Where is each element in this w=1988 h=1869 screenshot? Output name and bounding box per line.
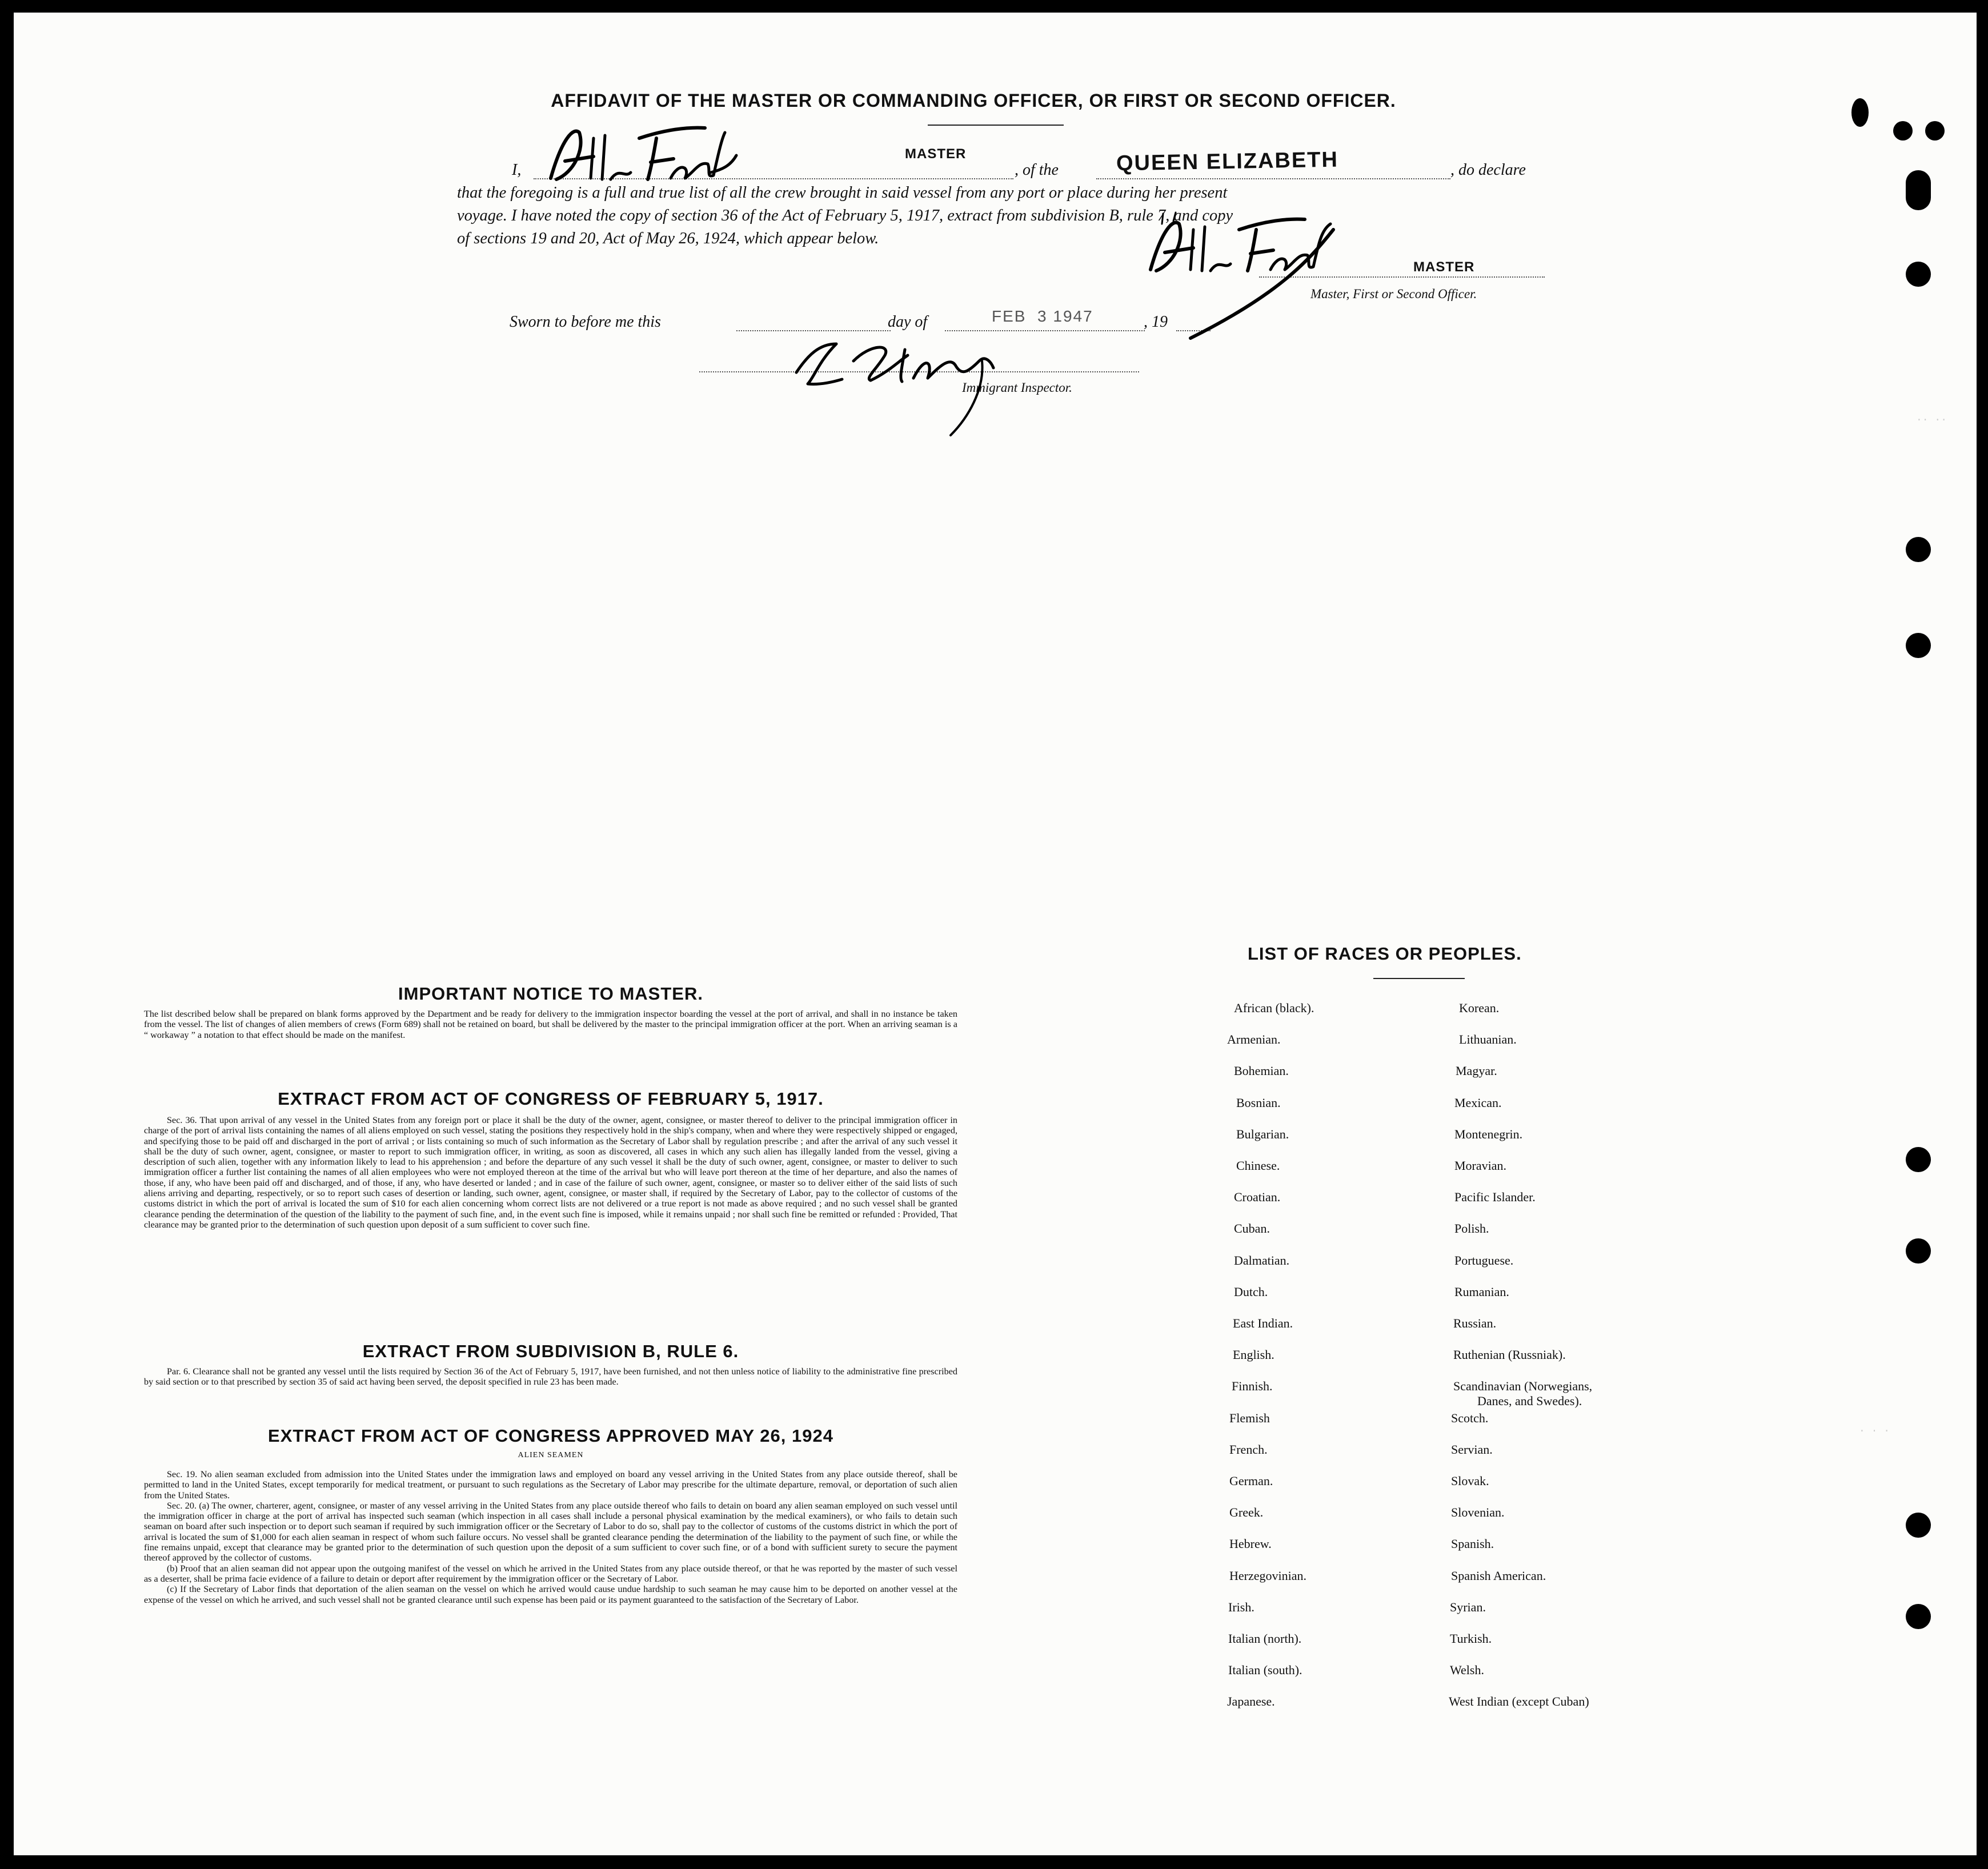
- race-item: Polish.: [1454, 1221, 1489, 1236]
- race-item: Bulgarian.: [1236, 1126, 1289, 1141]
- punch-hole: [1851, 98, 1869, 127]
- sec-20a-paragraph: Sec. 20. (a) The owner, charterer, agent, consignee, or master of any vessel arriving in the United States from any place outside thereof who fails to detain on board any alien seaman employed on such vessel until the immigration officer in charge at the port of arrival has inspected such seaman (which inspection in all cases shall include a personal physical examination by the medical examiners), or who fails to detain such seaman on board after such inspection or to deport such seaman if required by such immigration officer or the Secretary of Labor to do so, shall pay to the collector of customs of the customs district in which the port of arrival is located the sum of $1,000 for each alien seaman in respect of whom such failure occurs. No vessel shall be granted clearance pending the determination of the liability to the payment of such fine, or while the fine remains unpaid, except that clearance may be granted prior to the determination of such question upon the deposit of a sum sufficient to cover such fine, or of a bond with sufficient surety to secure the payment thereof approved by the collector of customs.: [144, 1500, 957, 1563]
- race-item: German.: [1229, 1474, 1273, 1488]
- document-page: [14, 13, 1977, 1855]
- affidavit-body-line-3: of sections 19 and 20, Act of May 26, 1924, which appear below.: [457, 230, 879, 247]
- race-item: Korean.: [1459, 1001, 1500, 1015]
- race-item: Mexican.: [1454, 1095, 1502, 1110]
- race-item: Herzegovinian.: [1229, 1568, 1306, 1583]
- punch-hole: [1906, 170, 1931, 210]
- race-item: Bohemian.: [1234, 1064, 1289, 1078]
- affidavit-title: AFFIDAVIT OF THE MASTER OR COMMANDING OFFICER, OR FIRST OR SECOND OFFICER.: [551, 90, 1396, 111]
- inspector-caption: Immigrant Inspector.: [962, 380, 1072, 395]
- race-item: Welsh.: [1450, 1663, 1484, 1678]
- affidavit-body-line-2: voyage. I have noted the copy of section 36 of the Act of February 5, 1917, extract from subdivision B, rule 7, and copy: [457, 207, 1233, 224]
- race-item: Scotch.: [1451, 1410, 1489, 1425]
- punch-hole: [1906, 1238, 1931, 1264]
- of-the-label: , of the: [1015, 161, 1059, 179]
- signer-rank-stamp: MASTER: [1413, 259, 1475, 275]
- signer-caption: Master, First or Second Officer.: [1310, 287, 1477, 301]
- race-item: Dalmatian.: [1234, 1253, 1290, 1268]
- punch-hole: [1906, 262, 1931, 287]
- race-item: Scandinavian (Norwegians,: [1453, 1379, 1593, 1394]
- race-item: Montenegrin.: [1454, 1126, 1523, 1141]
- extract-rule6-title: EXTRACT FROM SUBDIVISION B, RULE 6.: [362, 1341, 739, 1361]
- bleed-through-text: . . .: [1859, 1423, 1890, 1435]
- punch-hole: [1906, 1513, 1931, 1538]
- race-item: Rumanian.: [1454, 1284, 1509, 1299]
- race-item: Magyar.: [1456, 1064, 1497, 1078]
- race-item: Italian (north).: [1228, 1631, 1302, 1646]
- race-item: Flemish: [1229, 1410, 1270, 1425]
- race-item: Spanish American.: [1451, 1568, 1546, 1583]
- race-item: Lithuanian.: [1459, 1032, 1517, 1047]
- race-item: West Indian (except Cuban): [1449, 1694, 1589, 1709]
- race-item: Syrian.: [1450, 1599, 1486, 1614]
- race-item: Hebrew.: [1229, 1537, 1272, 1551]
- race-item: Ruthenian (Russniak).: [1453, 1347, 1566, 1362]
- race-item: Spanish.: [1451, 1537, 1494, 1551]
- punch-hole: [1906, 633, 1931, 658]
- date-stamp: FEB 3 1947: [992, 307, 1093, 325]
- race-item: English.: [1233, 1347, 1274, 1362]
- race-item: African (black).: [1234, 1001, 1314, 1015]
- notice-title: IMPORTANT NOTICE TO MASTER.: [398, 984, 703, 1004]
- race-item: Turkish.: [1450, 1631, 1492, 1646]
- race-item: Dutch.: [1234, 1284, 1268, 1299]
- race-item: Portuguese.: [1454, 1253, 1514, 1268]
- sec-20b-paragraph: (b) Proof that an alien seaman did not appear upon the outgoing manifest of the vessel on which he arrived in the United States from any place outside thereof, or that he was reported by the master of such vessel as a deserter, shall be prima facie evidence of a failure to detain or deport after requirement by the immigration officer or the Secretary of Labor.: [144, 1563, 957, 1584]
- sec-20c-paragraph: (c) If the Secretary of Labor finds that deportation of the alien seaman on the vessel on which he arrived would cause undue hardship to such seaman he may cause him to be deported on another vessel at the expense of the vessel on which he arrived, and such vessel shall not be granted clearance until such expense has been paid or its payment guaranteed to the satisfaction of the Secretary of Labor.: [144, 1584, 957, 1605]
- day-of-label: day of: [888, 313, 928, 331]
- race-item: East Indian.: [1233, 1316, 1293, 1330]
- races-list: [14, 13, 1977, 1855]
- race-item: Armenian.: [1227, 1032, 1281, 1047]
- year-prefix: , 19: [1144, 313, 1168, 331]
- punch-hole: [1906, 537, 1931, 562]
- race-item: Pacific Islander.: [1454, 1190, 1536, 1205]
- extract-1917-title: EXTRACT FROM ACT OF CONGRESS OF FEBRUARY 5, 1917.: [278, 1089, 824, 1109]
- race-item: Italian (south).: [1228, 1663, 1302, 1678]
- race-item: Slovak.: [1451, 1474, 1489, 1488]
- bleed-through-text: .. ..: [1916, 412, 1947, 424]
- section-36-paragraph: Sec. 36. That upon arrival of any vessel in the United States from any foreign port or place it shall be the duty of the owner, agent, consignee, or master thereof to deliver to the principal immigration officer in charge of the port of arrival lists containing the names of all aliens employed on such vessel, stating the positions they respectively hold in the ship's company, when and where they were respectively shipped or engaged, and specifying those to be paid off and discharged in the port of arrival ; or lists containing so much of such information as the Secretary of Labor shall by regulation prescribe ; and after the arrival of any such vessel it shall be the duty of such owner, agent, consignee, or master to report to such immigration officer, in writing, as soon as discovered, all cases in which any such alien has illegally landed from the vessel, giving a description of such alien, together with any information likely to lead to his apprehension ; and before the departure of any such vessel it shall be the duty of such owner, agent, consignee, or master to deliver to such immigration officer a further list containing the names of all alien employees who were not employed thereon at the time of the arrival but who will leave port thereon at the time of her departure, and also the names of those, if any, who have been paid off and discharged, and of those, if any, who have deserted or landed ; and in case of the failure of such owner, agent, consignee, or master so to deliver either of the said lists of such aliens arriving and departing, respectively, or so to report such cases of desertion or landing, such owner, agent, consignee, or master shall, if required by the Secretary of Labor, pay to the collector of customs of the customs district in which the port of arrival is located the sum of $10 for each alien concerning whom correct lists are not delivered or a true report is not made as above required ; and no such vessel shall be granted clearance pending the determination of the question of the liability to the payment of such fine, and, in the event such fine is imposed, while it remains unpaid ; nor shall such fine be remitted or refunded : Provided, That clearance may be granted prior to the determination of such question upon deposit of a sum sufficient to cover such fine.: [144, 1115, 957, 1230]
- race-item: Russian.: [1453, 1316, 1497, 1330]
- race-item: Moravian.: [1454, 1158, 1507, 1173]
- punch-hole: [1925, 121, 1945, 141]
- sec-19-paragraph: Sec. 19. No alien seaman excluded from admission into the United States under the immigration laws and employed on board any vessel arriving in the United States from any place outside thereof, shall be permitted to land in the United States, except temporarily for medical treatment, or pursuant to such regulations as the Secretary of Labor may prescribe for the ultimate departure, removal, or deportation of such alien from the United States.: [144, 1469, 957, 1501]
- i-label: I,: [512, 161, 522, 179]
- race-item: Irish.: [1228, 1599, 1254, 1614]
- race-item: Chinese.: [1236, 1158, 1280, 1173]
- race-item: Croatian.: [1234, 1190, 1281, 1205]
- races-title: LIST OF RACES OR PEOPLES.: [1248, 944, 1522, 964]
- rank-stamp: MASTER: [905, 146, 967, 162]
- race-item: Servian.: [1451, 1442, 1493, 1457]
- par-6-paragraph: Par. 6. Clearance shall not be granted any vessel until the lists required by Section 36 of the Act of February 5, 1917, have been furnished, and not then unless notice of liability to the administrative fine prescribed by said section or to that prescribed by section 35 of said act having been served, the deposit specified in rule 23 has been made.: [144, 1366, 957, 1387]
- vessel-name-stamp: QUEEN ELIZABETH: [1116, 147, 1339, 176]
- do-declare-label: , do declare: [1450, 161, 1526, 179]
- race-item: French.: [1229, 1442, 1268, 1457]
- race-item: Japanese.: [1227, 1694, 1275, 1709]
- race-item: Greek.: [1229, 1505, 1264, 1520]
- race-item: Cuban.: [1234, 1221, 1270, 1236]
- race-item: Slovenian.: [1451, 1505, 1505, 1520]
- punch-hole: [1906, 1147, 1931, 1172]
- race-item-continuation: Danes, and Swedes).: [1477, 1394, 1582, 1409]
- notice-paragraph: The list described below shall be prepared on blank forms approved by the Department and be ready for delivery to the immigration inspector boarding the vessel at the port of arrival, and shall in no instance be taken from the vessel. The list of changes of alien members of crews (Form 689) shall not be retained on board, but shall be delivered by the master to the principal immigration officer at the port. When an arriving seaman is a “ workaway ” a notation to that effect should be made on the manifest.: [144, 1009, 957, 1040]
- race-item: Finnish.: [1232, 1379, 1273, 1394]
- extract-1924-title: EXTRACT FROM ACT OF CONGRESS APPROVED MAY 26, 1924: [268, 1426, 833, 1446]
- race-item: Bosnian.: [1236, 1095, 1281, 1110]
- punch-hole: [1906, 1604, 1931, 1629]
- alien-seamen-subtitle: ALIEN SEAMEN: [518, 1451, 584, 1459]
- affidavit-body-line-1: that the foregoing is a full and true list of all the crew brought in said vessel from any port or place during her present: [457, 184, 1228, 202]
- punch-hole: [1893, 121, 1913, 141]
- sworn-text: Sworn to before me this: [510, 313, 661, 331]
